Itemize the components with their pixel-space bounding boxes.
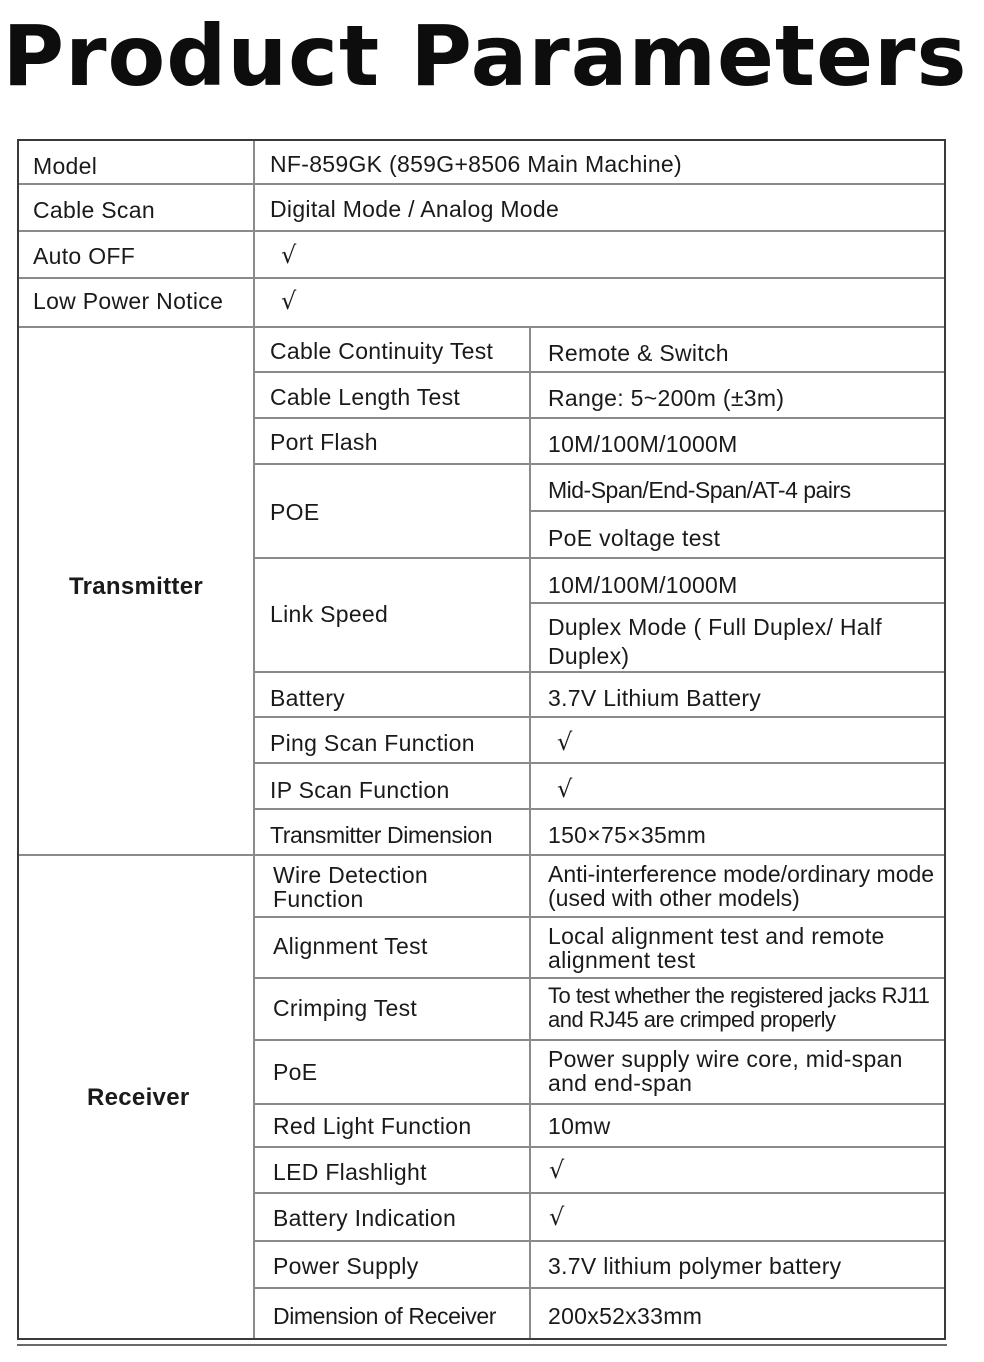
row-divider bbox=[255, 1146, 944, 1148]
red-light-function-value: 10mw bbox=[548, 1113, 611, 1139]
ip-scan-function-label: IP Scan Function bbox=[270, 777, 450, 803]
battery-indication-check-icon: √ bbox=[549, 1203, 565, 1231]
row-divider bbox=[255, 1240, 944, 1242]
transmitter-dimension-label: Transmitter Dimension bbox=[270, 822, 493, 848]
power-supply-value: 3.7V lithium polymer battery bbox=[548, 1253, 842, 1279]
row-divider bbox=[255, 557, 944, 559]
row-divider bbox=[19, 326, 944, 328]
row-divider bbox=[531, 602, 944, 604]
row-divider bbox=[19, 183, 944, 185]
battery-label: Battery bbox=[270, 685, 345, 711]
crimping-test-value: To test whether the registered jacks RJ11 and RJ45 are crimped properly bbox=[548, 983, 930, 1032]
duplex-mode-value: Duplex Mode ( Full Duplex/ Half Duplex) bbox=[548, 614, 882, 669]
row-divider bbox=[531, 510, 944, 512]
ping-scan-function-label: Ping Scan Function bbox=[270, 730, 475, 756]
row-divider bbox=[255, 1103, 944, 1105]
row-divider bbox=[255, 916, 944, 918]
auto-off-label: Auto OFF bbox=[33, 243, 136, 269]
link-speed-value: 10M/100M/1000M bbox=[548, 572, 738, 598]
row-divider bbox=[255, 463, 944, 465]
port-flash-label: Port Flash bbox=[270, 429, 378, 455]
battery-indication-label: Battery Indication bbox=[273, 1205, 457, 1231]
low-power-notice-label: Low Power Notice bbox=[33, 288, 224, 314]
port-flash-value: 10M/100M/1000M bbox=[548, 431, 738, 457]
poe-label: POE bbox=[270, 499, 320, 525]
link-speed-label: Link Speed bbox=[270, 601, 389, 627]
row-divider bbox=[255, 716, 944, 718]
dimension-of-receiver-label: Dimension of Receiver bbox=[273, 1303, 496, 1329]
group-divider bbox=[19, 854, 944, 856]
bottom-rule bbox=[17, 1344, 947, 1346]
led-flashlight-check-icon: √ bbox=[549, 1156, 565, 1184]
model-label: Model bbox=[33, 153, 98, 179]
row-divider bbox=[255, 1192, 944, 1194]
wire-detection-function-label: Wire Detection Function bbox=[273, 862, 429, 912]
row-divider bbox=[19, 277, 944, 279]
auto-off-check-icon: √ bbox=[281, 241, 297, 269]
row-divider bbox=[255, 977, 944, 979]
cable-scan-value: Digital Mode / Analog Mode bbox=[270, 196, 560, 222]
row-divider bbox=[255, 417, 944, 419]
cable-length-test-label: Cable Length Test bbox=[270, 384, 461, 410]
row-divider bbox=[255, 1287, 944, 1289]
poe-voltage-value: PoE voltage test bbox=[548, 525, 721, 551]
column-divider bbox=[253, 141, 255, 1338]
cable-continuity-test-label: Cable Continuity Test bbox=[270, 338, 494, 364]
model-value: NF-859GK (859G+8506 Main Machine) bbox=[270, 151, 682, 177]
ping-scan-check-icon: √ bbox=[557, 728, 573, 756]
ip-scan-check-icon: √ bbox=[557, 775, 573, 803]
power-supply-label: Power Supply bbox=[273, 1253, 419, 1279]
cable-scan-label: Cable Scan bbox=[33, 197, 155, 223]
row-divider bbox=[255, 808, 944, 810]
red-light-function-label: Red Light Function bbox=[273, 1113, 472, 1139]
column-divider bbox=[529, 328, 531, 1338]
poe-mode-value: Mid-Span/End-Span/AT-4 pairs bbox=[548, 477, 851, 503]
cable-continuity-test-value: Remote & Switch bbox=[548, 340, 729, 366]
dimension-of-receiver-value: 200x52x33mm bbox=[548, 1303, 703, 1329]
transmitter-dimension-value: 150×75×35mm bbox=[548, 822, 707, 848]
row-divider bbox=[255, 671, 944, 673]
alignment-test-label: Alignment Test bbox=[273, 933, 428, 959]
row-divider bbox=[255, 1039, 944, 1041]
page-title: Product Parameters bbox=[2, 7, 968, 105]
row-divider bbox=[19, 230, 944, 232]
receiver-poe-label: PoE bbox=[273, 1059, 318, 1085]
row-divider bbox=[255, 371, 944, 373]
row-divider bbox=[255, 762, 944, 764]
battery-value: 3.7V Lithium Battery bbox=[548, 685, 762, 711]
low-power-notice-check-icon: √ bbox=[281, 287, 297, 315]
parameters-table bbox=[17, 139, 946, 1340]
receiver-poe-value: Power supply wire core, mid-span and end-span bbox=[548, 1046, 903, 1096]
cable-length-test-value: Range: 5~200m (±3m) bbox=[548, 385, 785, 411]
alignment-test-value: Local alignment test and remote alignment test bbox=[548, 923, 885, 973]
receiver-group-label: Receiver bbox=[87, 1084, 190, 1111]
wire-detection-function-value: Anti-interference mode/ordinary mode (used with other models) bbox=[548, 861, 935, 911]
transmitter-group-label: Transmitter bbox=[69, 573, 204, 600]
led-flashlight-label: LED Flashlight bbox=[273, 1159, 427, 1185]
crimping-test-label: Crimping Test bbox=[273, 995, 418, 1021]
